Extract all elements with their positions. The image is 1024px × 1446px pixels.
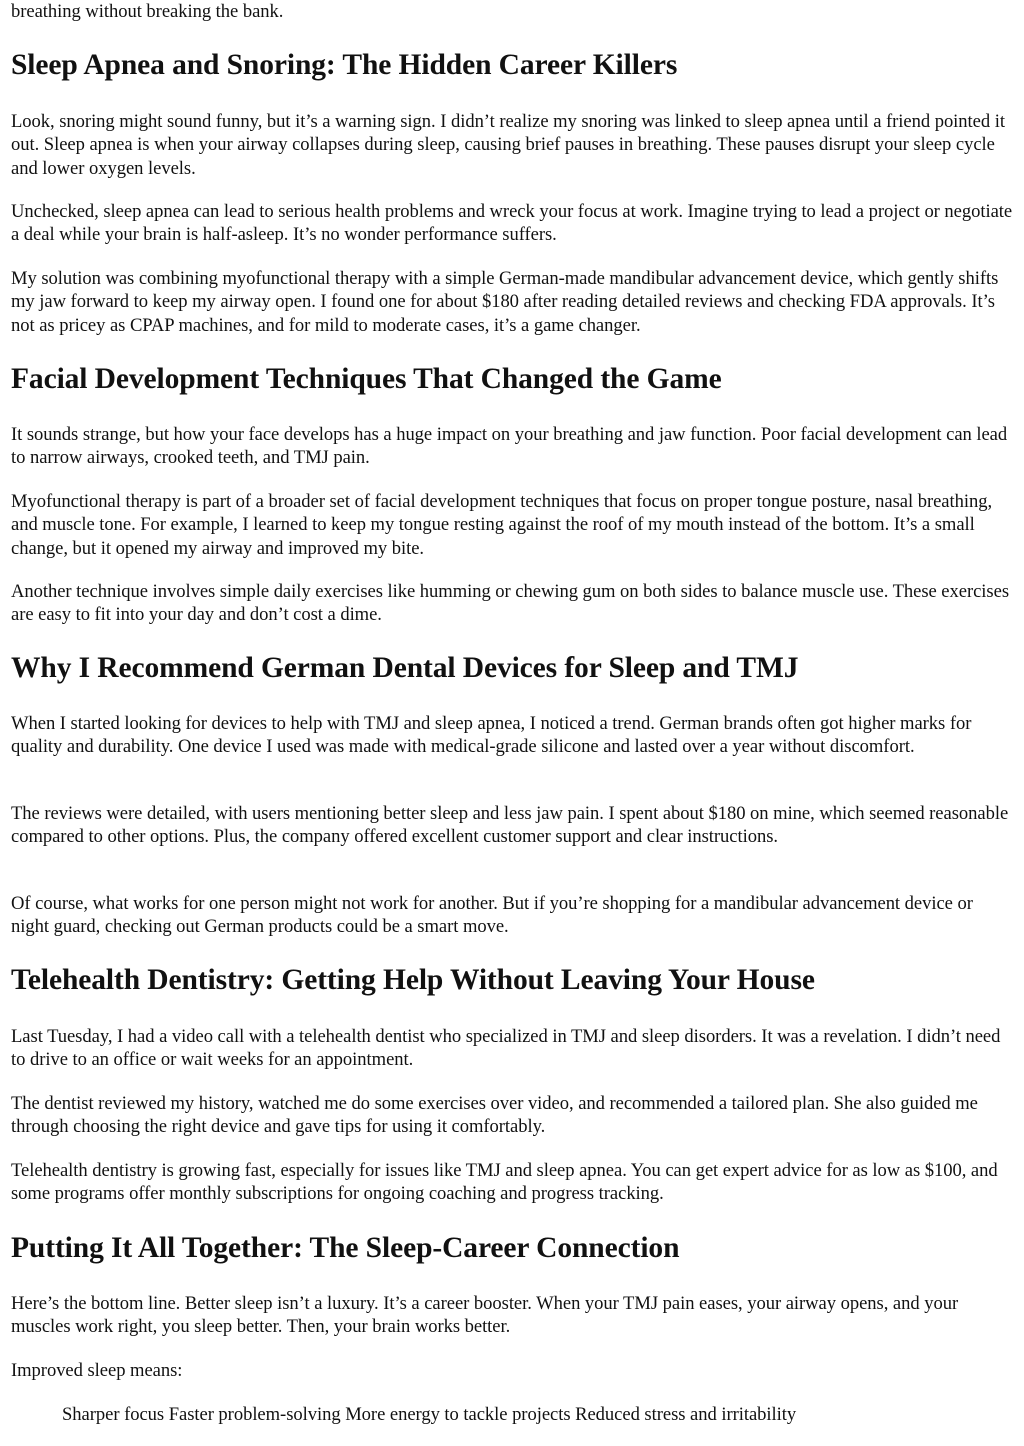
paragraph: Another technique involves simple daily exercises like humming or chewing gum on both sides to balance muscle use. These exercises are easy to fit into your day and don’t cost a dime.	[11, 581, 1009, 626]
section-heading-sleep-apnea: Sleep Apnea and Snoring: The Hidden Career Killers	[11, 49, 678, 81]
intro-fragment: breathing without breaking the bank.	[11, 1, 284, 22]
paragraph: Look, snoring might sound funny, but it’s a warning sign. I didn’t realize my snoring was linked to sleep apnea until a friend pointed it out. Sleep apnea is when your airway collapses during sleep, causing brief pauses in breathing. These pauses disrupt your sleep cycle and lower oxygen levels.	[11, 111, 1005, 179]
paragraph: Myofunctional therapy is part of a broader set of facial development techniques that focus on proper tongue posture, nasal breathing, and muscle tone. For example, I learned to keep my tongue resting against the roof of my mouth instead of the bottom. It’s a small change, but it opened my airway and improved my bite.	[11, 491, 993, 559]
paragraph: Last Tuesday, I had a video call with a telehealth dentist who specialized in TMJ and sleep disorders. It was a revelation. I didn’t need to drive to an office or wait weeks for an appointment.	[11, 1026, 1001, 1071]
paragraph: The dentist reviewed my history, watched me do some exercises over video, and recommended a tailored plan. She also guided me through choosing the right device and gave tips for using it comfortably.	[11, 1093, 978, 1138]
paragraph: Here’s the bottom line. Better sleep isn’t a luxury. It’s a career booster. When your TMJ pain eases, your airway opens, and your muscles work right, you sleep better. Then, your brain works better.	[11, 1293, 959, 1338]
paragraph: When I started looking for devices to help with TMJ and sleep apnea, I noticed a trend. German brands often got higher marks for quality and durability. One device I used was made with medical-grade silicone and lasted over a year without discomfort.	[11, 713, 972, 758]
paragraph: Improved sleep means:	[11, 1360, 183, 1381]
paragraph: Of course, what works for one person might not work for another. But if you’re shopping for a mandibular advancement device or night guard, checking out German products could be a smart move.	[11, 893, 973, 938]
section-heading-telehealth: Telehealth Dentistry: Getting Help Without Leaving Your House	[11, 964, 815, 996]
section-heading-putting-together: Putting It All Together: The Sleep-Career Connection	[11, 1232, 680, 1264]
section-heading-german-devices: Why I Recommend German Dental Devices for Sleep and TMJ	[11, 652, 799, 684]
paragraph: Unchecked, sleep apnea can lead to serious health problems and wreck your focus at work. Imagine trying to lead a project or negotiate a deal while your brain is half-asleep. It’s no wonder performance suffers.	[11, 201, 1013, 246]
paragraph: It sounds strange, but how your face develops has a huge impact on your breathing and jaw function. Poor facial development can lead to narrow airways, crooked teeth, and TMJ pain.	[11, 424, 1008, 469]
section-heading-facial-development: Facial Development Techniques That Changed the Game	[11, 363, 722, 395]
paragraph: The reviews were detailed, with users mentioning better sleep and less jaw pain. I spent about $180 on mine, which seemed reasonable compared to other options. Plus, the company offered excellent customer support and clear instructions.	[11, 803, 1009, 848]
paragraph: Telehealth dentistry is growing fast, especially for issues like TMJ and sleep apnea. You can get expert advice for as low as $100, and some programs offer monthly subscriptions for ongoing coaching and progress tracking.	[11, 1160, 998, 1205]
benefits-list: Sharper focus Faster problem-solving More energy to tackle projects Reduced stress and irritability	[62, 1404, 797, 1425]
paragraph: My solution was combining myofunctional therapy with a simple German-made mandibular advancement device, which gently shifts my jaw forward to keep my airway open. I found one for about $180 after reading detailed reviews and checking FDA approvals. It’s not as pricey as CPAP machines, and for mild to moderate cases, it’s a game changer.	[11, 268, 999, 336]
